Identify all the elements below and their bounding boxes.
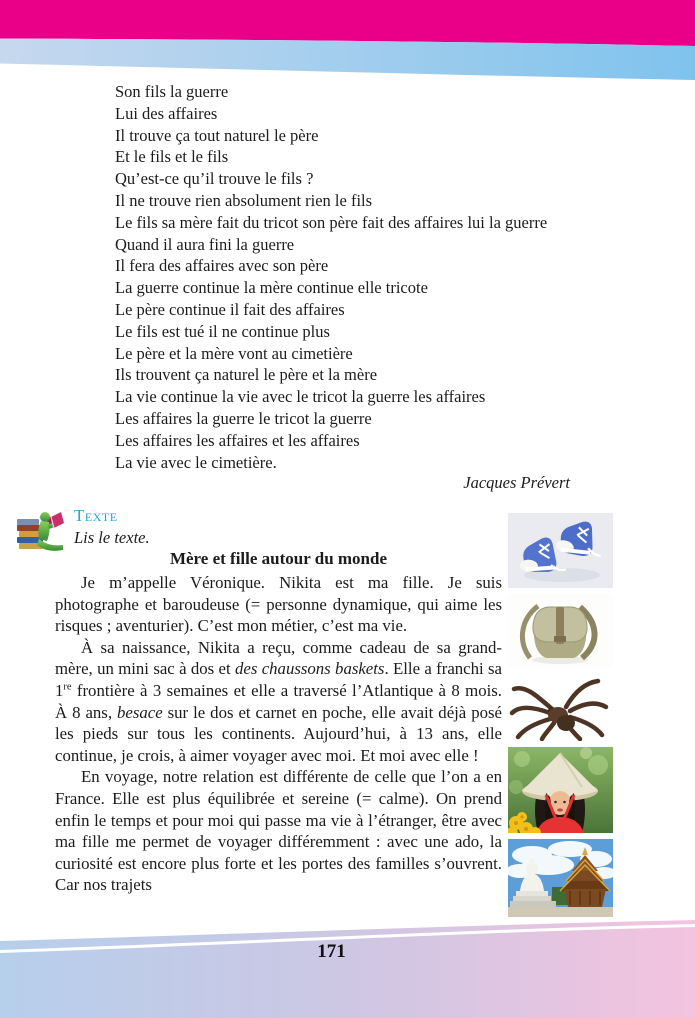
- poem-line: Il ne trouve rien absolument rien le fils: [115, 190, 373, 210]
- reading-text: [55, 572, 502, 896]
- poem-line: Les affaires les affaires et les affaires: [115, 430, 360, 450]
- header-decoration: [0, 0, 695, 92]
- poem-line: Ils trouvent ça naturel le père et la mère: [115, 365, 378, 385]
- blue-band: [0, 39, 695, 81]
- canvas-satchel-photo: [508, 594, 613, 667]
- buddha-temple-photo: [508, 839, 613, 917]
- poem: [115, 81, 547, 473]
- poem-line: Qu’est-ce qu’il trouve le fils ?: [115, 169, 314, 189]
- page-number: 171: [317, 941, 346, 962]
- poem-line: La vie avec le cimetière.: [115, 452, 277, 472]
- poem-line: Lui des affaires: [115, 103, 218, 123]
- paragraph: À sa naissance, Nikita a reçu, comme cadeau de sa grand-mère, un mini sac à dos et des chaussons baskets. Elle a franchi sa 1re frontière à 3 semaines et elle a traversé l’Atlantique à 8 mois. À 8 ans, besace sur le dos et carnet en poche, elle avait déjà posé les pieds sur tous les continents. Aujourd’hui, à 13 ans, elle continue, je crois, à aimer voyager avec moi. Et moi avec elle !: [55, 637, 502, 765]
- footer-decoration: [0, 918, 695, 1018]
- poem-line: Quand il aura fini la guerre: [115, 234, 295, 254]
- reading-title: Mère et fille autour du monde: [169, 549, 388, 568]
- poem-line: Il trouve ça tout naturel le père: [115, 125, 319, 145]
- poem-line: La vie continue la vie avec le tricot la guerre les affaires: [115, 387, 486, 407]
- paragraph: En voyage, notre relation est différente de celle que l’on a en France. Elle est plus équilibrée et sereine (= calme). On prend enfin le temps et pour moi qui passe ma vie à l’étranger, être avec ma fille me permet de voyager différemment : avec une ado, la curiosité est encore plus forte et les portes des familles s’ouvrent. Car nos trajets: [55, 767, 502, 895]
- poem-line: Le père continue il fait des affaires: [115, 299, 345, 319]
- poem-line: Le fils est tué il ne continue plus: [115, 321, 330, 341]
- tarantula-photo: [508, 673, 613, 741]
- woman-conical-hat-photo: [508, 747, 613, 833]
- knitted-baby-sneakers-photo: [508, 513, 613, 588]
- poem-line: Son fils la guerre: [115, 82, 229, 101]
- poem-line: Le fils sa mère fait du tricot son père fait des affaires lui la guerre: [115, 212, 548, 232]
- poem-line: La guerre continue la mère continue elle tricote: [115, 278, 428, 298]
- poem-line: Il fera des affaires avec son père: [115, 256, 329, 276]
- poem-line: Les affaires la guerre le tricot la guerre: [115, 408, 372, 428]
- poem-author: Jacques Prévert: [463, 473, 570, 492]
- reading-figure-icon: [14, 505, 68, 555]
- paragraph: Je m’appelle Véronique. Nikita est ma fille. Je suis photographe et baroudeuse (= personne dynamique, qui aime les risques ; aventurier). C’est mon métier, c’est ma vie.: [55, 573, 502, 636]
- texte-instruction: Lis le texte.: [74, 528, 150, 547]
- photo-column: [508, 513, 613, 917]
- texte-section-label: Texte: [74, 506, 118, 525]
- poem-line: Le père et la mère vont au cimetière: [115, 343, 353, 363]
- poem-line: Et le fils et le fils: [115, 147, 229, 167]
